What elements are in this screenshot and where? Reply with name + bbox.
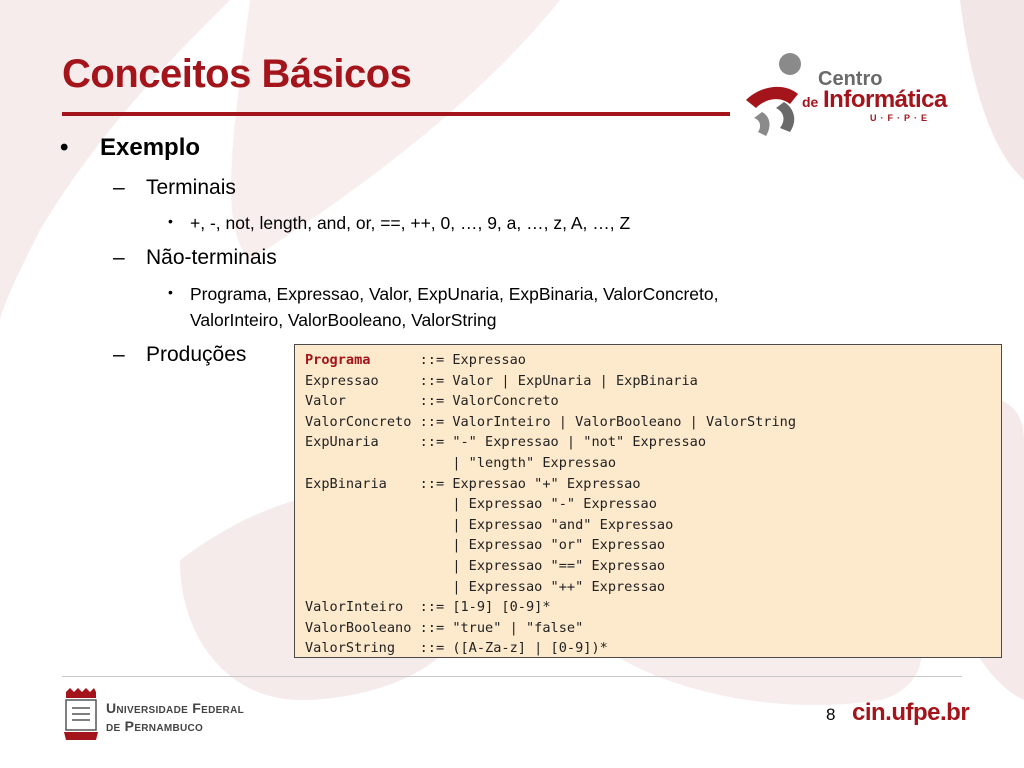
dash-marker: – <box>113 246 125 269</box>
dash-marker: – <box>113 343 125 366</box>
university-line1: Universidade Federal <box>106 700 245 716</box>
grammar-line: ValorInteiro ::= [1-9] [0-9]* <box>305 599 551 616</box>
bullet-exemplo-text: Exemplo <box>100 134 201 161</box>
subbullet-producoes-text: Produções <box>146 343 247 366</box>
grammar-line: Expressao ::= Valor | ExpUnaria | ExpBinaria <box>305 372 698 389</box>
grammar-line: Valor ::= ValorConcreto <box>305 393 559 410</box>
site-url: cin.ufpe.br <box>852 699 970 726</box>
grammar-line: | Expressao "++" Expressao <box>305 578 666 595</box>
cin-logo-de: de <box>802 94 819 110</box>
page-number: 8 <box>826 705 836 724</box>
footer-divider <box>62 676 962 677</box>
grammar-line: | Expressao "==" Expressao <box>305 557 666 574</box>
subbullet-nao-terminais-text: Não-terminais <box>146 246 277 269</box>
dot-marker: • <box>168 284 173 300</box>
grammar-start-rule: ::= Expressao <box>370 352 526 368</box>
grammar-start-symbol: Programa <box>305 352 371 368</box>
nao-terminais-item-line2: ValorInteiro, ValorBooleano, ValorString <box>190 310 497 330</box>
bullet-dot: • <box>60 134 69 161</box>
dash-marker: – <box>113 176 125 199</box>
cin-logo-informatica: Informática <box>823 86 947 113</box>
ufpe-crest-icon <box>62 688 100 742</box>
subbullet-terminais-text: Terminais <box>146 176 236 199</box>
grammar-line: | Expressao "or" Expressao <box>305 537 666 554</box>
slide-title: Conceitos Básicos <box>62 52 412 96</box>
university-line2: de Pernambuco <box>106 718 204 734</box>
grammar-box <box>294 344 1002 658</box>
grammar-line <box>305 350 1001 371</box>
cin-logo-centro: Centro <box>818 68 883 90</box>
nao-terminais-item-line1: Programa, Expressao, Valor, ExpUnaria, ExpBinaria, ValorConcreto, <box>190 284 719 304</box>
grammar-line: | Expressao "and" Expressao <box>305 516 674 533</box>
university-name <box>106 699 244 735</box>
title-underline <box>62 112 730 116</box>
grammar-line: | "length" Expressao <box>305 454 616 471</box>
cin-logo-ufpe: U·F·P·E <box>870 113 931 123</box>
grammar-line: ExpUnaria ::= "-" Expressao | "not" Expressao <box>305 434 707 451</box>
terminais-item-text: +, -, not, length, and, or, ==, ++, 0, …, 9, a, …, z, A, …, Z <box>190 213 631 233</box>
dot-marker: • <box>168 213 173 229</box>
cin-logo <box>740 50 970 145</box>
grammar-line: ValorConcreto ::= ValorInteiro | ValorBooleano | ValorString <box>305 413 797 430</box>
grammar-line: ValorBooleano ::= "true" | "false" <box>305 619 584 636</box>
grammar-line: ValorString ::= ([A-Za-z] | [0-9])* <box>305 640 608 657</box>
grammar-line: ExpBinaria ::= Expressao "+" Expressao <box>305 475 641 492</box>
grammar-line: | Expressao "-" Expressao <box>305 496 657 513</box>
